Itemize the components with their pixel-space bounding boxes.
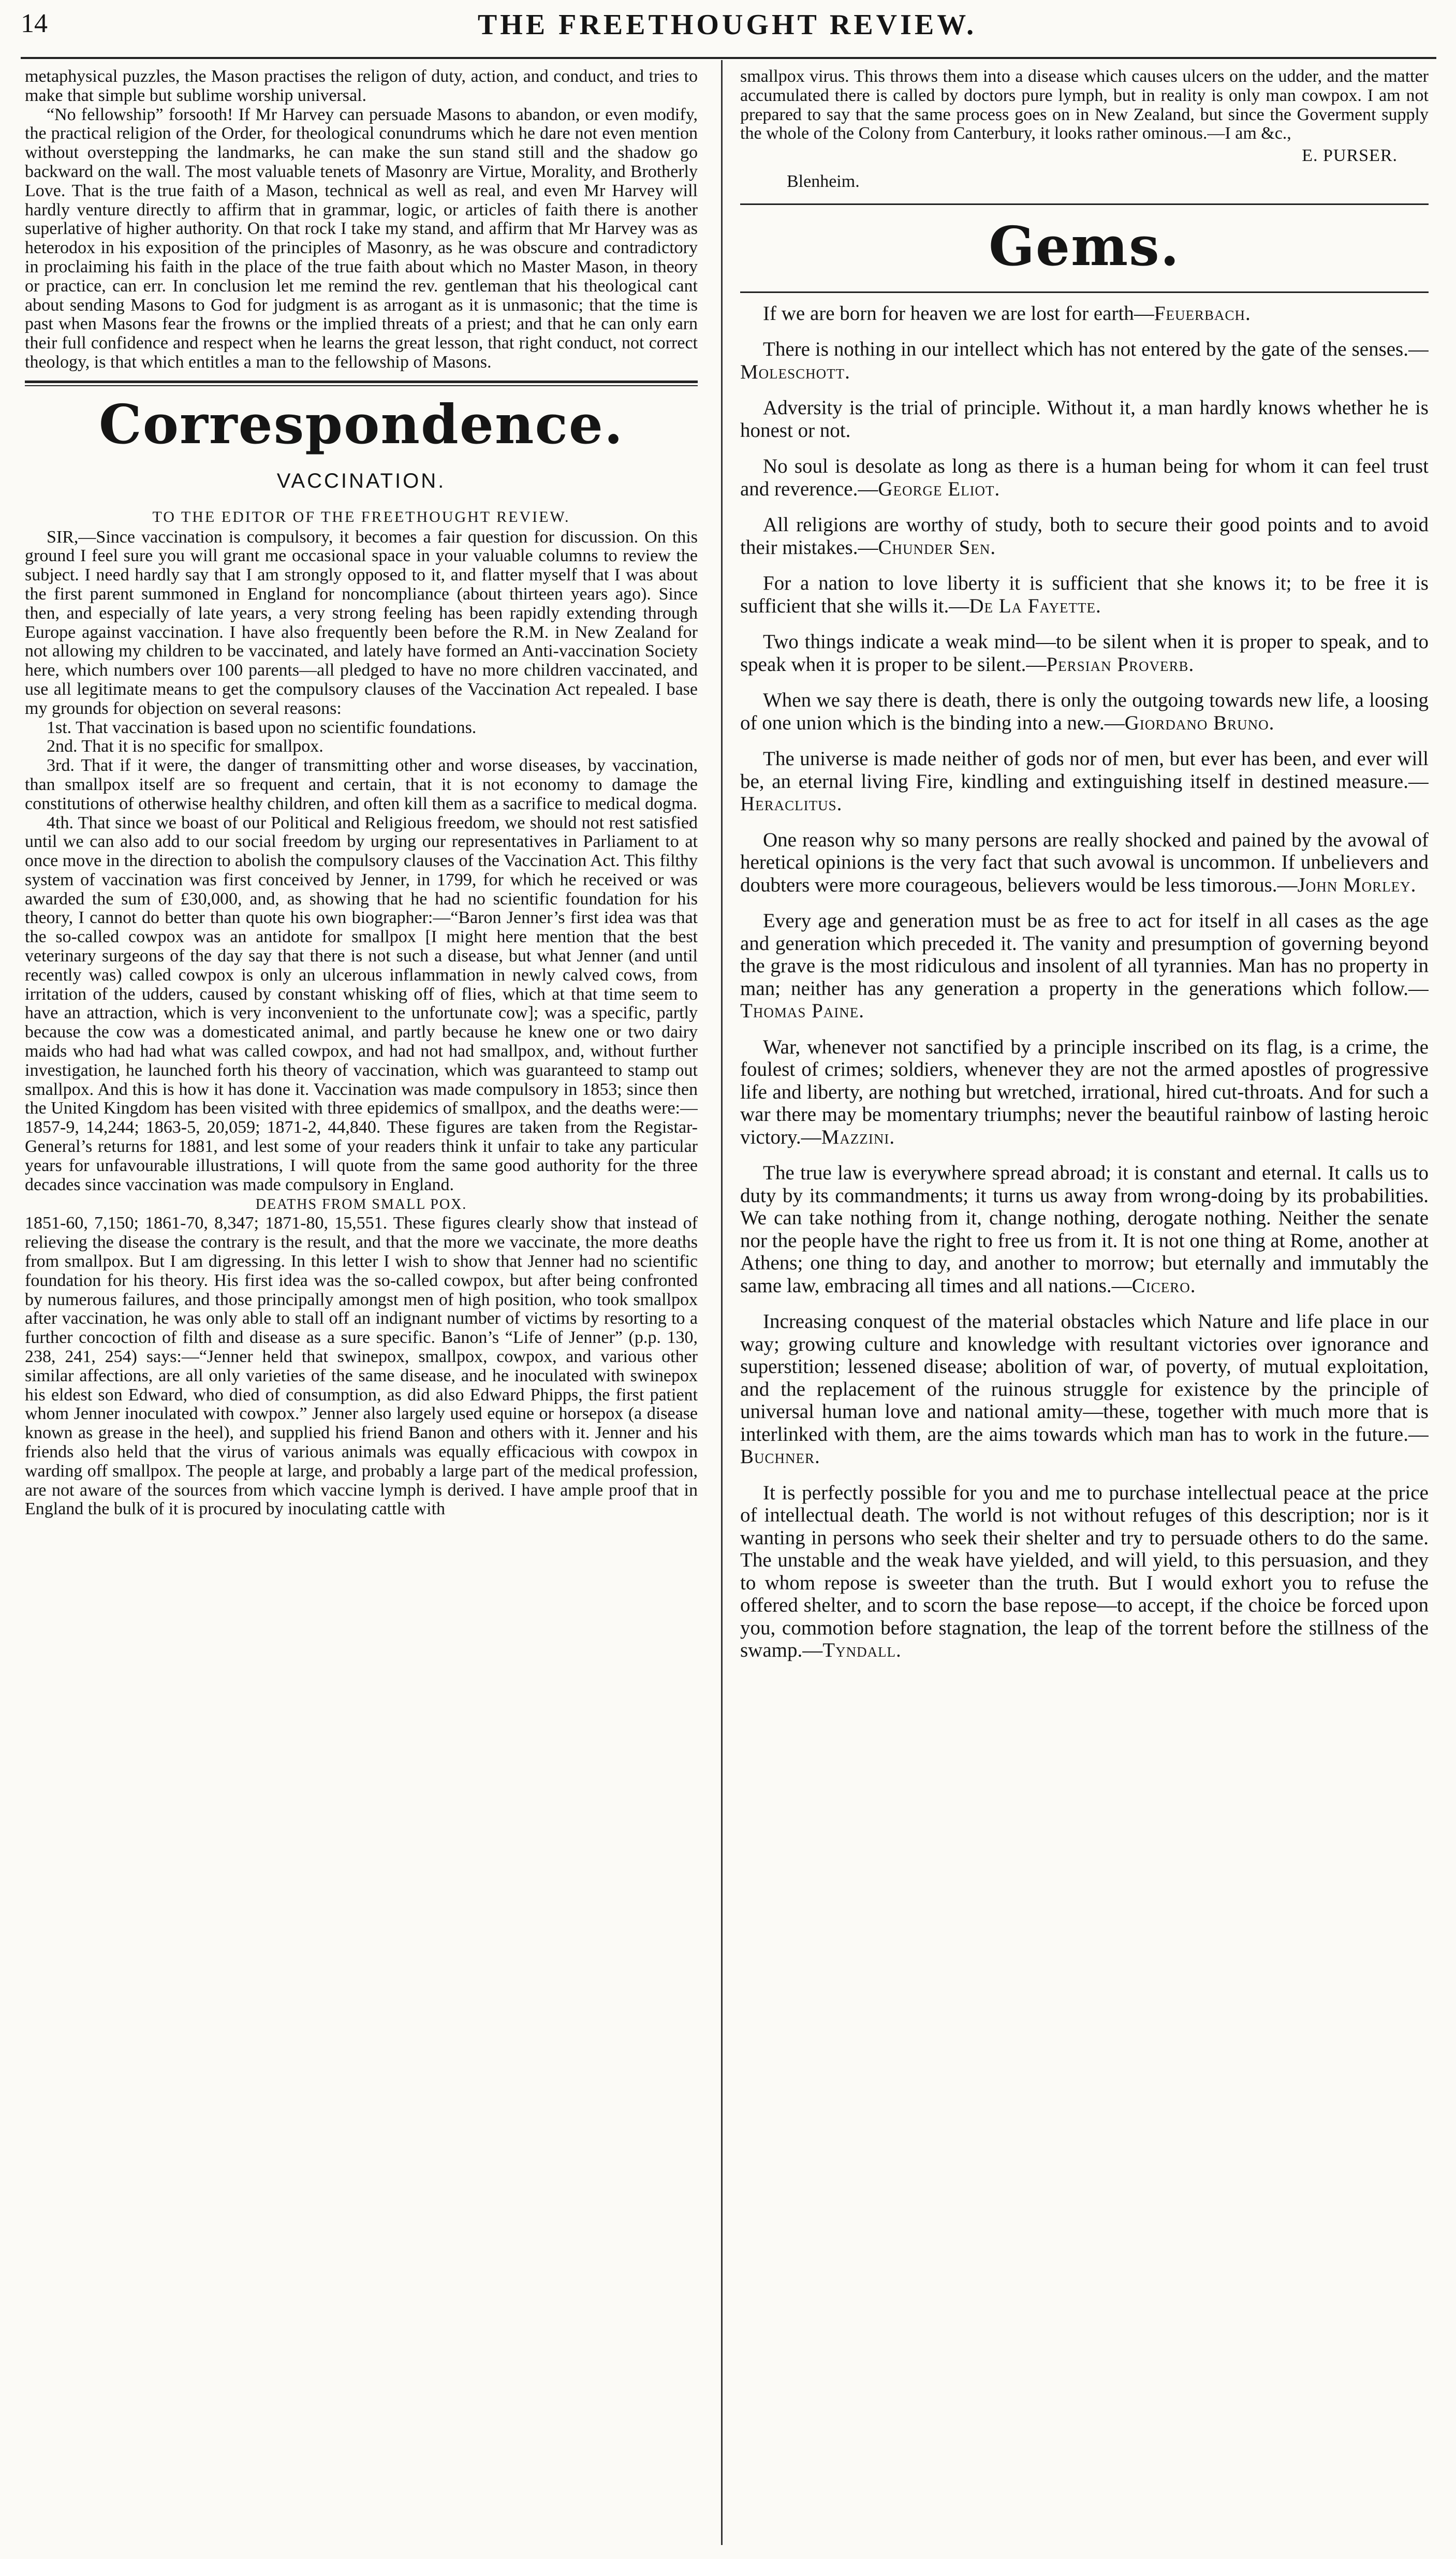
reason-2: 2nd. That it is no specific for smallpox.	[47, 737, 323, 756]
gem-author: Giordano Bruno.	[1124, 711, 1275, 734]
masonry-continuation-2: “No fellowship” forsooth! If Mr Harvey can persuade Masons to abandon, or even modify, the practical religion of the Order, for theological conundrums which he dare not even mention without overstepping the landmarks, he can make the sun stand still and the shadow go backward on the wall. The most valuable tenets of Masonry are Virtue, Morality, and Brotherly Love. That is the true faith of a Mason, technical as well as real, and even Mr Harvey will hardly venture directly to affirm that in grammar, logic, or articles of faith there is another superlative of higher authority. On that rock I take my stand, and affirm that Mr Harvey was as heterodox in his exposition of the principles of Masonry, as he was obscure and contradictory in proclaiming his faith in the place of the true faith about which no Master Mason, in theory or practice, can err. In conclusion let me remind the rev. gentleman that his theological cant about sending Masons to God for judgment is as arrogant as it is unmasonic; that the time is past when Masons fear the frowns or the implied threats of a priest; and that he can only earn their full confidence and respect when he learns the great lesson, that right conduct, not correct theology, is that which entitles a man to the fellowship of Masons.	[25, 105, 698, 372]
gem-quote	[740, 1482, 1429, 1662]
gem-text: It is perfectly possible for you and me to purchase intellectual peace at the price of intellectual death. The world is not without refuges of this description; nor is it wanting in persons who seek their shelter and try to persuade others to do the same. The unstable and the weak have yielded, and will yield, to this persuasion, and they to whom repose is sweeter than the truth. But I would exhort you to refuse the offered shelter, and to scorn the base repose—to accept, if the choice be forced upon you, commotion before stagnation, the leap of the torrent before the stillness of the swamp.—	[740, 1481, 1429, 1662]
vaccination-title: VACCINATION.	[276, 469, 446, 492]
running-title: THE FREETHOUGHT REVIEW.	[477, 9, 977, 41]
gem-author: John Morley.	[1297, 873, 1417, 896]
gem-author: Heraclitus.	[740, 793, 843, 815]
reason-3: 3rd. That if it were, the danger of transmitting other and worse diseases, by vaccination, than smallpox itself are so frequent and certain, that it is not economy to damage the constitutions of otherwise healthy children, and often kill them as a sacrifice to medical dogma.	[25, 756, 698, 813]
reason-4: 4th. That since we boast of our Political and Religious freedom, we should not rest satisfied until we can also add to our social freedom by urging our representatives in Parliament to at once move in the direction to abolish the compulsory clauses of the Vaccination Act. This filthy system of vaccination was first conceived by Jenner, in 1799, for which he received or was awarded the sum of £30,000, and, as showing that he had no scientific foundation for his theory, I cannot do better than quote his own biographer:—“Baron Jenner’s first idea was that the so-called cowpox was an antidote for smallpox [I might here mention that the best veterinary surgeons of the day say that there is not such a disease, but what Jenner (and until recently was) called cowpox is only an ulcerous inflammation in newly calved cows, from irritation of the udders, caused by constant whisking off of flies, which at that time seem to have an attraction, which is very inconvenient to the unfortunate cow]; was a specific, partly because the cow was a domesticated animal, and partly because he knew one or two dairy maids who had had what was called cowpox, and had not had smallpox, and, without further investigation, he launched forth his theory of vaccination, which was guaranteed to stamp out smallpox. And this is how it has done it. Vaccination was made compulsory in 1853; since then the United Kingdom has been visited with three epidemics of smallpox, and the deaths were:—1857-9, 14,244; 1863-5, 20,059; 1871-2, 44,840. These figures are taken from the Registar-General’s returns for 1881, and lest some of your readers think it unfair to take any particular years for unfavourable illustrations, I will quote from the same good authority for the three decades since vaccination was made compulsory in England.	[25, 813, 698, 1194]
gem-text: There is nothing in our intellect which has not entered by the gate of the senses.—	[763, 338, 1429, 361]
gem-text: War, whenever not sanctified by a principle inscribed on its flag, is a crime, the foulest of crimes; soldiers, whenever they are not the armed apostles of progressive life and liberty, are nothing but wretched, irrational, hired cut-throats. And for such a war there may be momentary triumphs; never the beautiful rainbow of lasting heroic victory.—	[740, 1035, 1429, 1148]
header-rule	[21, 57, 1436, 59]
gem-quote	[740, 514, 1429, 559]
section-rule	[25, 381, 698, 386]
gems-rule	[740, 203, 1429, 205]
gem-text: The true law is everywhere spread abroad; it is constant and eternal. It calls us to duty by its commandments; it turns us away from wrong-doing by its probabilities. We can take nothing from it, change nothing, derogate nothing. Neither the senate nor the people have the right to free us from it. It is not one thing at Rome, another at Athens; one thing to day, and another to morrow; but eternally and immutably the same law, embracing all times and all nations.—	[740, 1162, 1429, 1297]
gem-author: Mazzini.	[821, 1125, 895, 1148]
gem-text: When we say there is death, there is only the outgoing towards new life, a loosing of one union which is the binding into a new.—	[740, 689, 1429, 734]
gems-title: Gems.	[989, 214, 1180, 279]
gem-quote	[740, 631, 1429, 676]
gem-author: Moleschott.	[740, 360, 850, 383]
deaths-paragraph: 1851-60, 7,150; 1861-70, 8,347; 1871-80, 15,551. These figures clearly show that instead of relieving the disease the contrary is the result, and that the more we vaccinate, the more deaths from smallpox. But I am digressing. In this letter I wish to show that Jenner had no scientific foundation for his theory. His first idea was the so-called cowpox, but after being confronted by numerous failures, and those principally amongst men of high position, who took smallpox after vaccination, he was only able to stall off an indignant number of victims by resorting to a further concoction of filth and disease as a sure specific. Banon’s “Life of Jenner” (p.p. 130, 238, 241, 254) says:—“Jenner held that swinepox, smallpox, cowpox, and various other similar affections, are all only varieties of the same disease, and he inoculated with swinepox his eldest son Edward, who died of consumption, as did also Edward Phipps, the first patient whom Jenner inoculated with cowpox.” Jenner also largely used equine or horsepox (a disease known as grease in the heel), and supplied his friend Banon and others with it. Jenner and his friends also held that the virus of various animals was equally efficacious with cowpox in warding off smallpox. The people at large, and probably a large part of the medical profession, are not aware of the sources from which vaccine lymph is derived. I have ample proof that in England the bulk of it is procured by inoculating cattle with	[25, 1213, 698, 1519]
page-number: 14	[21, 9, 48, 38]
gem-quote	[740, 910, 1429, 1022]
gem-author: Persian Proverb.	[1046, 653, 1195, 676]
gem-author: Thomas Paine.	[740, 1000, 865, 1022]
gem-quote	[740, 338, 1429, 383]
to-editor-line: TO THE EDITOR OF THE FREETHOUGHT REVIEW.	[152, 508, 570, 525]
gem-quote	[740, 302, 1429, 325]
letter-intro: SIR,—Since vaccination is compulsory, it becomes a fair question for discussion. On this ground I feel sure you will grant me occasional space in your valuable columns to review the subject. I need hardly say that I am strongly opposed to it, and flatter myself that I was about the first parent summoned in England for noncompliance (about thirteen years ago). Since then, and especially of late years, a very strong feeling has been rapidly extending through Europe against vaccination. I have also frequently been before the R.M. in New Zealand for not allowing my children to be vaccinated, and lately have formed an Anti-vaccination Society here, which numbers over 100 parents—all pledged to have no more children vaccinated, and use all legitimate means to get the compulsory clauses of the Vaccination Act repealed. I base my grounds for objection on several reasons:	[25, 527, 698, 718]
gem-quote	[740, 1162, 1429, 1297]
gem-author: Cicero.	[1131, 1274, 1196, 1297]
page-header	[21, 6, 1434, 48]
column-divider	[721, 60, 723, 2545]
signature: E. PURSER.	[1302, 146, 1398, 166]
gem-quote	[740, 829, 1429, 897]
gem-author: Chunder Sen.	[878, 536, 996, 559]
reason-1: 1st. That vaccination is based upon no scientific foundations.	[47, 718, 477, 737]
gems-rule-bottom	[740, 291, 1429, 293]
gem-text: Every age and generation must be as free to act for itself in all cases as the age and generation which preceded it. The vanity and presumption of governing beyond the grave is the most ridiculous and insolent of all tyrannies. Man has no property in man; neither has any generation a property in the generations which follow.—	[740, 910, 1429, 1000]
gem-text: Adversity is the trial of principle. Without it, a man hardly knows whether he is honest or not.	[740, 397, 1429, 442]
signature-line	[740, 145, 1429, 168]
gem-author: De La Fayette.	[969, 594, 1101, 617]
gem-quote	[740, 455, 1429, 500]
gems-list	[740, 302, 1429, 1662]
left-column	[25, 67, 698, 2547]
letter-continuation: smallpox virus. This throws them into a disease which causes ulcers on the udder, and the matter accumulated there is called by doctors pure lymph, but in reality is only man cowpox. I am not prepared to say that the same process goes on in New Zealand, but since the Goverment supply the whole of the Colony from Canterbury, it looks rather ominous.—I am &c.,	[740, 67, 1429, 143]
deaths-heading: DEATHS FROM SMALL POX.	[255, 1196, 467, 1213]
gem-text: Two things indicate a weak mind—to be silent when it is proper to speak, and to speak when it is proper to be silent.—	[740, 631, 1429, 676]
gem-text: One reason why so many persons are really shocked and pained by the avowal of heretical opinions is the very fact that such avowal is uncommon. If unbelievers and doubters were more courageous, believers would be less timorous.—	[740, 828, 1429, 896]
gem-author: Feuerbach.	[1154, 302, 1251, 325]
gem-text: The universe is made neither of gods nor of men, but ever has been, and ever will be, an eternal living Fire, kindling and extinguishing itself in destined measure.—	[740, 748, 1429, 793]
place-line: Blenheim.	[787, 172, 860, 192]
gem-quote	[740, 748, 1429, 815]
gem-text: No soul is desolate as long as there is a human being for whom it can feel trust and reverence.—	[740, 455, 1429, 500]
correspondence-title: Correspondence.	[98, 392, 624, 456]
gem-text: If we are born for heaven we are lost for earth—	[763, 302, 1154, 325]
gem-quote	[740, 397, 1429, 442]
right-column	[740, 67, 1429, 2547]
gem-text: All religions are worthy of study, both to secure their good points and to avoid their mistakes.—	[740, 514, 1429, 559]
gem-author: George Eliot.	[878, 477, 1001, 500]
gem-quote	[740, 1036, 1429, 1149]
gem-text: Increasing conquest of the material obstacles which Nature and life place in our way; growing culture and knowledge with resultant victories over ignorance and superstition; lessened disease; abolition of war, of poverty, of mutual exploitation, and the replacement of the ruinous struggle for existence by the principle of universal human love and national amity—these, together with much more that is interlinked with them, are the aims towards which man has to work in the future.—	[740, 1310, 1429, 1445]
gem-author: Buchner.	[740, 1445, 820, 1468]
gem-quote	[740, 572, 1429, 617]
gem-author: Tyndall.	[822, 1639, 902, 1662]
masonry-continuation-1: metaphysical puzzles, the Mason practises the religon of duty, action, and conduct, and tries to make that simple but sublime worship universal.	[25, 67, 698, 105]
gem-quote	[740, 1310, 1429, 1468]
gem-quote	[740, 689, 1429, 734]
gem-text: For a nation to love liberty it is sufficient that she knows it; to be free it is sufficient that she wills it.—	[740, 572, 1429, 617]
